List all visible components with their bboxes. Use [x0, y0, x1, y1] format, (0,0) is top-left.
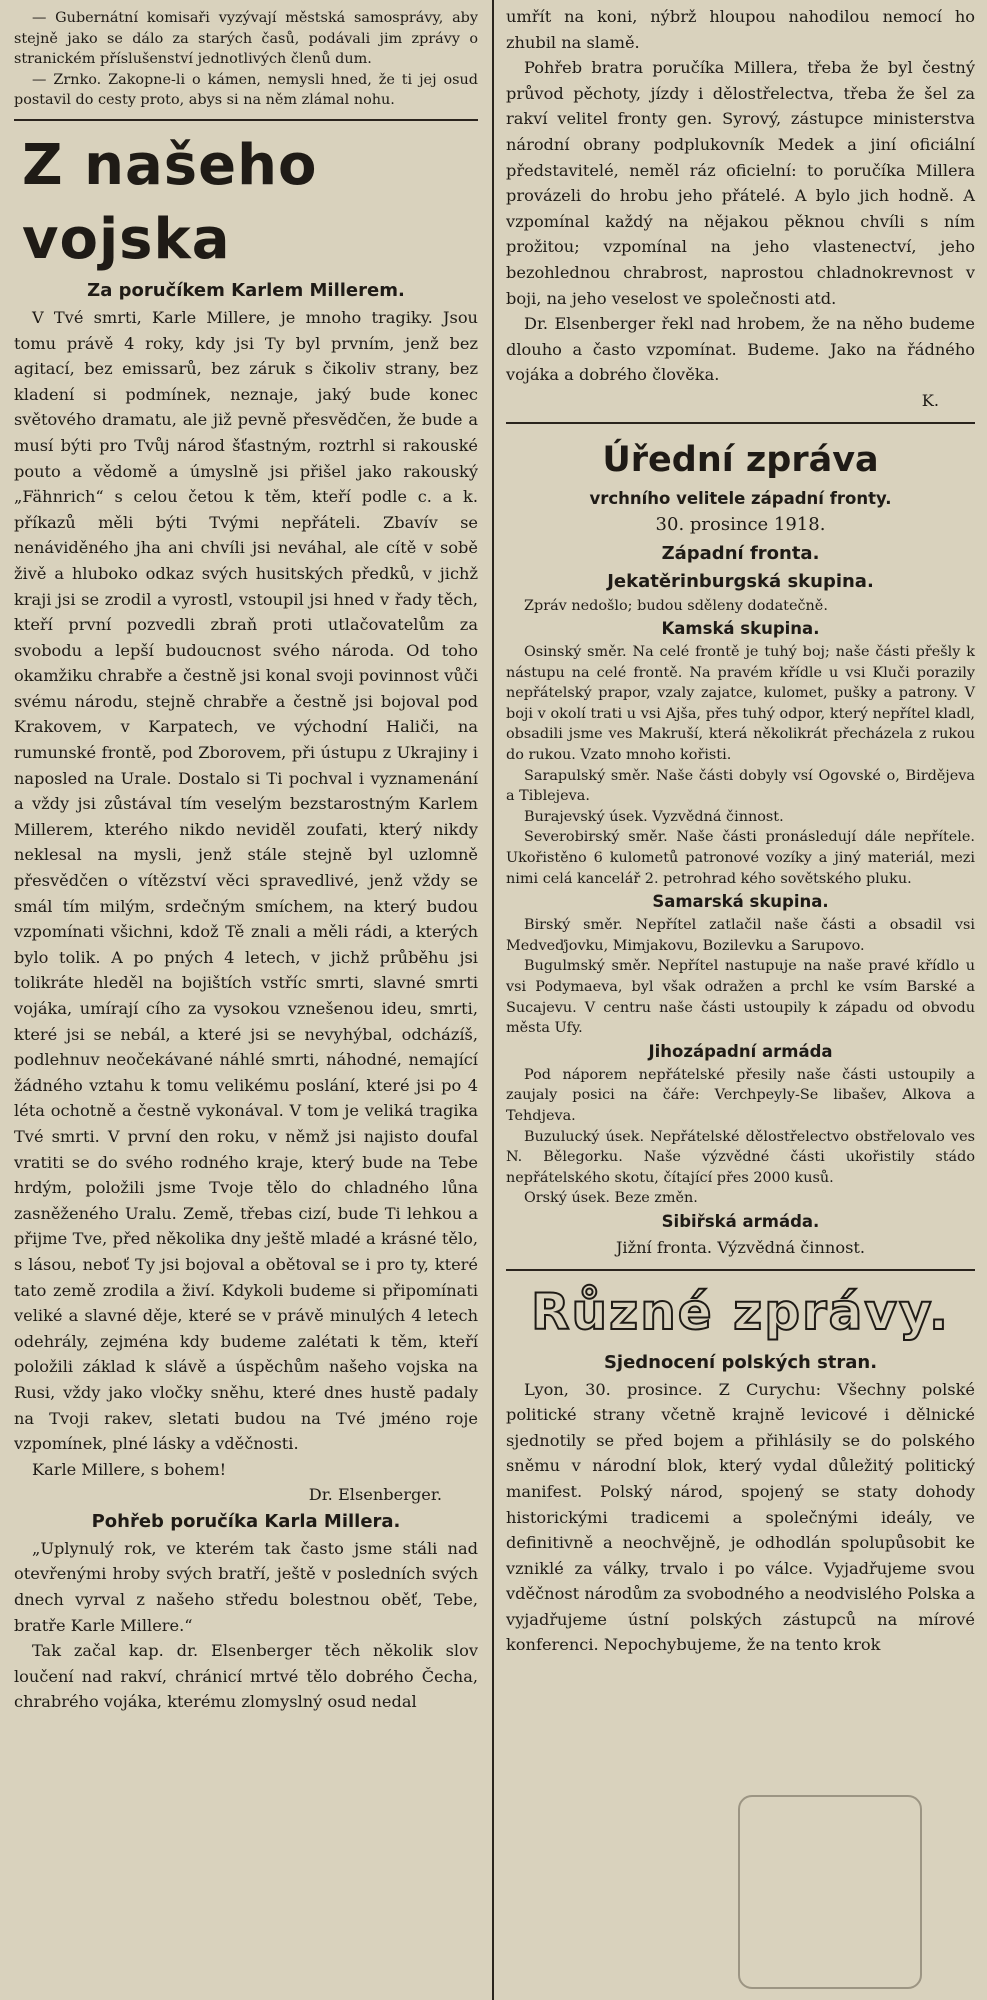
article-farewell: Karle Millere, s bohem!: [32, 1459, 227, 1479]
kama-paragraph: Burajevský úsek. Vyzvědná činnost.: [524, 808, 784, 825]
section-divider: [14, 119, 478, 121]
sw-army-paragraph: Orský úsek. Beze změn.: [524, 1190, 698, 1207]
report-date: 30. prosince 1918.: [655, 513, 826, 535]
left-column: [0, 0, 490, 2000]
west-front-heading: Západní fronta.: [661, 542, 820, 564]
kama-paragraph: Sarapulský směr. Naše části dobyly vsí Ogovské o, Birdějeva a Tiblejeva.: [506, 767, 975, 805]
yek-group-heading: Jekatěrinburgská skupina.: [607, 570, 874, 592]
right-column: [496, 0, 987, 2000]
funeral-paragraph: Tak začal kap. dr. Elsenberger těch několik slov loučení nad rakví, chránicí mrtvé tělo dobrého Čecha, chrabrého vojáka, kterému zlomyslný osud nedal: [14, 1641, 478, 1712]
siberian-army-text: Jižní fronta. Výzvědná činnost.: [615, 1237, 866, 1257]
kama-paragraph: Severobirský směr. Naše části pronásledují dále nepřítele. Ukořistěno 6 kulometů patronové vozíky a jiný materiál, mezi nimi celá kancelář 2. petrohrad kého sovětského pluku.: [506, 829, 975, 887]
siberian-army-heading: Sibiřská armáda.: [661, 1211, 820, 1231]
sw-army-paragraph: Buzulucký úsek. Nepřátelské dělostřelectvo obstřelovalo ves N. Bělegorku. Naše výzvědné části ukořistily stádo nepřátelského skotu, čítající přes 2000 kusů.: [506, 1128, 975, 1186]
yek-group-text: Zpráv nedošlo; budou sděleny dodatečně.: [524, 597, 828, 614]
funeral-title: Pohřeb poručíka Karla Millera.: [91, 1510, 401, 1532]
samara-paragraph: Bugulmský směr. Nepřítel nastupuje na naše pravé křídlo u vsi Podymaeva, byl však odražen a prchl ke vsím Barské a Sucajevu. V centru naše části ustoupily k západu od obvodu města Ufy.: [506, 958, 975, 1037]
report-subtitle: vrchního velitele západní fronty.: [589, 488, 892, 508]
funeral-paragraph-2: Pohřeb bratra poručíka Millera, třeba že byl čestný průvod pěchoty, jízdy i dělostřelectva, třeba že šel za rakví velitel fronty gen. Syrový, zástupce ministerstva národní obrany podplukovník Medek a jiní oficiální představitelé, neměl ráz oficielní: to poručíka Millera provázeli do hrobu jeho přátelé. A bylo jich hodně. A vzpomínal každý na nějakou pěknou chvíli s ním prožitou; vzpomínal na jeho vlastenectví, jeho bezohlednou chrabrost, naprostou chladnokrevnost v boji, na jeho veselost ve společnosti atd.: [506, 58, 975, 308]
sw-army-heading: Jihozápadní armáda: [648, 1041, 833, 1061]
article-title: Za poručíkem Karlem Millerem.: [87, 279, 405, 301]
sw-army-paragraph: Pod náporem nepřátelské přesily naše části ustoupily a zaujaly posici na čáře: Verchpeyly-Se libašev, Alkova a Tehdjeva.: [506, 1066, 975, 1124]
kama-paragraph: Osinský směr. Na celé frontě je tuhý boj; naše části přešly k nástupu na celé frontě. Na pravém křídle u vsi Kluči porazily nepřátelský prapor, vzaly zajatce, kulomet, pušky a patrony. V boji v okolí trati u vsi Ajša, přes tuhý odpor, který nepřítel kladl, obsadili jsme ves Makruší, která několikrát přecházela z rukou do rukou. Vzato mnoho kořisti.: [506, 644, 975, 764]
column-divider: [492, 0, 494, 2000]
funeral-paragraph-3: Dr. Elsenberger řekl nad hrobem, že na něho budeme dlouho a často vzpomínat. Budeme. Jako na řádného vojáka a dobrého člověka.: [506, 314, 975, 385]
samara-group-heading: Samarská skupina.: [652, 892, 829, 912]
section-divider-3: [506, 1269, 975, 1271]
polish-article-text: Lyon, 30. prosince. Z Curychu: Všechny polské politické strany včetně krajně levicové i dělnické sjednotily se před bojem a přihlásily se do polského sněmu v národní blok, který vydal důležitý politický manifest. Polský národ, spojený se staty dohody historickými tradicemi a společnými ideály, ve definitivně a neochvějně, je odhodlán spolupůsobit ke vzniklé za války, trvalo i po válce. Vyjadřujeme svou vděčnost národům za svobodného a neodvislého Polska a vyjadřujeme ústní polských zástupců na mírové konferenci. Nepochybujeme, že na tento krok: [506, 1379, 975, 1655]
section-title: Z našeho vojska: [22, 132, 318, 272]
funeral-initial: K.: [921, 390, 939, 410]
library-stamp: [738, 1795, 922, 1989]
article-signature: Dr. Elsenberger.: [308, 1485, 442, 1505]
funeral-continuation: umřít na koni, nýbrž hloupou nahodilou nemocí ho zhubil na slamě.: [506, 7, 975, 52]
kama-group-heading: Kamská skupina.: [661, 619, 820, 639]
funeral-quote: „Uplynulý rok, ve kterém tak často jsme stáli nad otevřenými hroby svých bratří, ještě v posledních svých dnech vyrval z našeho středu bolestnou oběť, Tebe, bratře Karle Millere.“: [14, 1538, 478, 1635]
misc-news-title: Různé zprávy.: [531, 1282, 950, 1341]
article-paragraph: V Tvé smrti, Karle Millere, je mnoho tragiky. Jsou tomu právě 4 roky, kdy jsi Ty byl prvním, jenž bez agitací, bez emissarů, bez záruk s čikoliv strany, bez kladení si podmínek, neznaje, jaký bude konec světového dramatu, ale již pevně přesvědčen, že bude a musí býti pro Tvůj národ šťastným, roztrhl si rakouské pouto a vědomě a úmyslně jsi přišel jako rakouský „Fähnrich“ s celou četou k těm, kteří podle c. a k. příkazů měli býti Tvými nepřáteli. Zbavív se nenáviděného jha ani chvíli jsi neváhal, ale cítě v sobě živě a hluboko odkaz svých husitských předků, v jichž kraji jsi se zrodil a vyrostl, vstoupil jsi hned v řady těch, kteří první pozvedli zbraň proti utlačovatelům za svobodu a lepší budoucnost svého národa. Od toho okamžiku chrabře a čestně jsi konal svoji povinnost vůči svému národu, stejně chrabře a čestně jsi bojoval pod Krakovem, v Karpatech, ve východní Haliči, na rumunské frontě, pod Zborovem, při ústupu z Ukrajiny i naposled na Urale. Dostalo si Ti pochval i vyznamenání a vždy jsi zůstával tím veselým bezstarostným Karlem Millerem, kterého nikdo neviděl zoufati, který nikdy neklesal na mysli, jenž stále stejně byl uzlomně přesvědčen o vítězství věci spravedlivé, jenž vždy se smál tím milým, srdečným smíchem, na který budou vzpomínati všichni, kdož Tě znali a měli rádi, a kterých bylo tolik. A po pných 4 letech, v jichž průběhu jsi tolikráte hleděl na bojištích vstříc smrti, slavné smrti vojáka, umírají cího za vysokou vznešenou ideu, smrti, které jsi se nebál, a které jsi se nevyhýbal, odcházíš, podlehnuv neočekávané náhlé smrti, náhodné, nemající žádného vztahu k tomu velikému poslání, které jsi po 4 léta ochotně a čestně vykonával. V tom je veliká tragika Tvé smrti. V první den roku, v němž jsi najisto doufal vratiti se do svého rodného kraje, který bude na Tebe hrdým, položili jsme Tvoje tělo do chladného lůna zasněženého Uralu. Země, třebas cizí, bude Ti lehkou a přijme Tve, před několika dny ještě mladé a krásné tělo, s lásou, neboť Ty jsi bojoval a obětoval se i pro ty, které tato země zrodila a živí. Kdykoli budeme si připomínati veliké a slavné děje, které se v právě minulých 4 letech odehrály, zejména kdy budeme zalétati k těm, kteří položili základ k slávě a úspěchům našeho vojska na Rusi, vždy jako vločky sněhu, které dnes hustě padaly na Tvoji rakev, sletati budou na Tvé jméno roje vzpomínek, plné lásky a vděčnosti.: [14, 307, 478, 1454]
polish-article-title: Sjednocení polských stran.: [603, 1351, 878, 1373]
section-divider-2: [506, 422, 975, 424]
short-news-1: — Gubernátní komisaři vyzývají městská samosprávy, aby stejně jako se dálo za starých časů, podávali jim zprávy o stranickém příslušenství jednotlivých členů dum.: [14, 10, 478, 68]
short-news-2: — Zrnko. Zakopne-li o kámen, nemysli hned, že ti jej osud postavil do cesty proto, abys si na něm zlámal nohu.: [14, 71, 478, 109]
samara-paragraph: Birský směr. Nepřítel zatlačil naše části a obsadil vsi Medveďjovku, Mimjakovu, Bozilevku a Sarupovo.: [506, 917, 975, 954]
report-title: Úřední zpráva: [602, 439, 879, 480]
